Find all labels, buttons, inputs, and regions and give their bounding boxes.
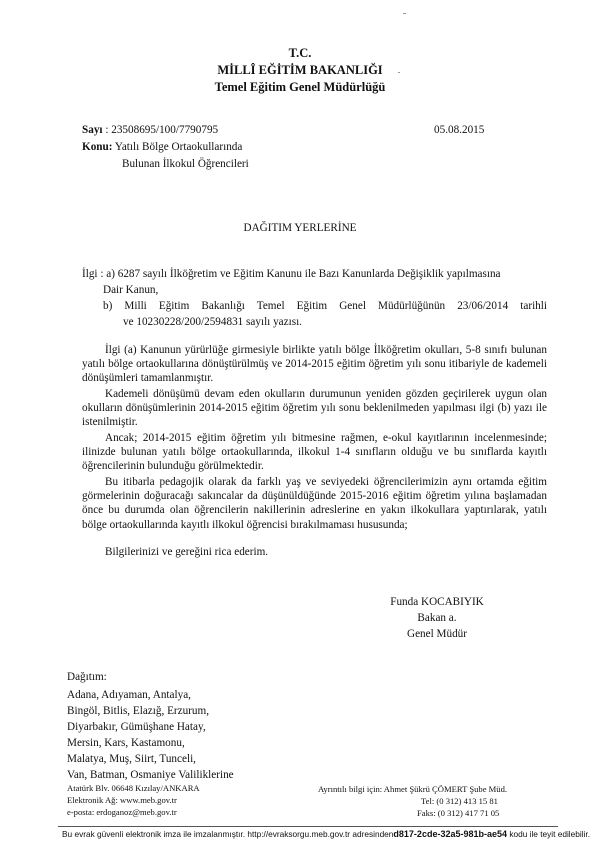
- footer-fax: Faks: (0 312) 417 71 05: [417, 808, 500, 818]
- reference-a-line-1: İlgi : a) 6287 sayılı İlköğretim ve Eğitim Kanunu ile Bazı Kanunlarda Değişiklik yapılmasına: [82, 268, 501, 280]
- distribution-line: Van, Batman, Osmaniye Valiliklerine: [67, 769, 234, 781]
- footer-tel: Tel: (0 312) 413 15 81: [421, 796, 498, 806]
- footer-web: Elektronik Ağ: www.meb.gov.tr: [67, 795, 177, 805]
- verification-tail: kodu ile teyit edilebilir.: [509, 829, 591, 839]
- verification-note: [62, 829, 590, 839]
- distribution-line: Bingöl, Bitlis, Elazığ, Erzurum,: [67, 705, 210, 717]
- reference-b-line-1: b) Milli Eğitim Bakanlığı Temel Eğitim Genel Müdürlüğünün 23/06/2014 tarihli: [103, 300, 547, 312]
- distribution-line: Mersin, Kars, Kastamonu,: [67, 737, 185, 749]
- distribution-label: Dağıtım:: [67, 671, 107, 683]
- konu-line-1: Yatılı Bölge Ortaokullarında: [114, 141, 243, 153]
- sayi-value: : 23508695/100/7790795: [105, 124, 219, 136]
- distribution-line: Adana, Adıyaman, Antalya,: [67, 689, 191, 701]
- paragraph-3: Ancak; 2014-2015 eğitim öğretim yılı bitmesine rağmen, e-okul kayıtlarının incelenmesinde; ilinizde bulunan yatılı bölge ortaokullarında, ilkokul 1-4 sınıfların olduğu ve bu sınıflarda kayıtlı öğrencilerinin bulunduğu görülmektedir.: [82, 432, 547, 473]
- reference-b-line-2: ve 10230228/200/2594831 sayılı yazısı.: [123, 316, 302, 328]
- signature-title-1: Bakan a.: [417, 612, 457, 624]
- distribution-line: Malatya, Muş, Siirt, Tunceli,: [67, 753, 196, 765]
- verification-code: d817-2cde-32a5-981b-ae54: [393, 829, 507, 839]
- konu-label: Konu:: [82, 141, 113, 153]
- paragraph-2: Kademeli dönüşümü devam eden okulların durumunun yeniden gözden geçirilerek uygun olan okulların dönüşümlerinin 2014-2015 eğitim öğretim yılı sonu beklenilmeden yapılması ilgi (b) yazı ile istenilmiştir.: [82, 388, 547, 429]
- footer-contact: Ayrıntılı bilgi için: Ahmet Şükrü ÇÖMERT Şube Müd.: [318, 784, 508, 794]
- signature-title-2: Genel Müdür: [407, 628, 467, 640]
- konu-line-2: Bulunan İlkokul Öğrencileri: [122, 158, 249, 170]
- paragraph-1: İlgi (a) Kanunun yürürlüğe girmesiyle birlikte yatılı bölge İlköğretim okulları, 5-8 sınıfı bulunan yatılı bölge ortaokullarına dönüştürülmüş ve 2014-2015 eğitim öğretim yılı sonu itibariyle de kademeli dönüşümleri tamamlanmıştır.: [82, 344, 547, 385]
- footer-divider: [58, 826, 558, 827]
- recipient: DAĞITIM YERLERİNE: [243, 222, 357, 234]
- distribution-line: Diyarbakır, Gümüşhane Hatay,: [67, 721, 206, 733]
- footer-address: Atatürk Blv. 06648 Kızılay/ANKARA: [67, 783, 200, 793]
- signature-name: Funda KOCABIYIK: [390, 596, 484, 608]
- verification-text: Bu evrak güvenli elektronik imza ile imzalanmıştır. http://evraksorgu.meb.gov.tr adresinden: [62, 829, 394, 839]
- document-date: 05.08.2015: [434, 124, 485, 136]
- header-directorate: Temel Eğitim Genel Müdürlüğü: [214, 80, 386, 94]
- footer-email: e-posta: erdoganoz@meb.gov.tr: [67, 807, 177, 817]
- scan-speck: [403, 13, 406, 14]
- sayi-label: Sayı: [82, 124, 103, 136]
- reference-a-line-2: Dair Kanun,: [103, 284, 159, 296]
- paragraph-4: Bu itibarla pedagojik olarak da farklı yaş ve seviyedeki öğrencilerimizin aynı ortamda eğitim görmelerinin doğuracağı sakıncalar da düşünüldüğünde 2015-2016 eğitim öğretim yılına başlamadan önce bu durumda olan öğrencilerin nakillerinin adreslerine en yakın ilkokullara yaptırılarak, yatılı bölge ortaokullarında kayıtlı ilkokul öğrencisi bırakılmaması hususunda;: [82, 476, 547, 531]
- scan-speck: [398, 72, 400, 73]
- sayi-row: [82, 124, 218, 136]
- header-tc: T.C.: [288, 46, 312, 60]
- paragraph-5: Bilgilerinizi ve gereğini rica ederim.: [105, 546, 269, 558]
- konu-row: [82, 141, 242, 153]
- header-ministry: MİLLÎ EĞİTİM BAKANLIĞI: [217, 63, 383, 77]
